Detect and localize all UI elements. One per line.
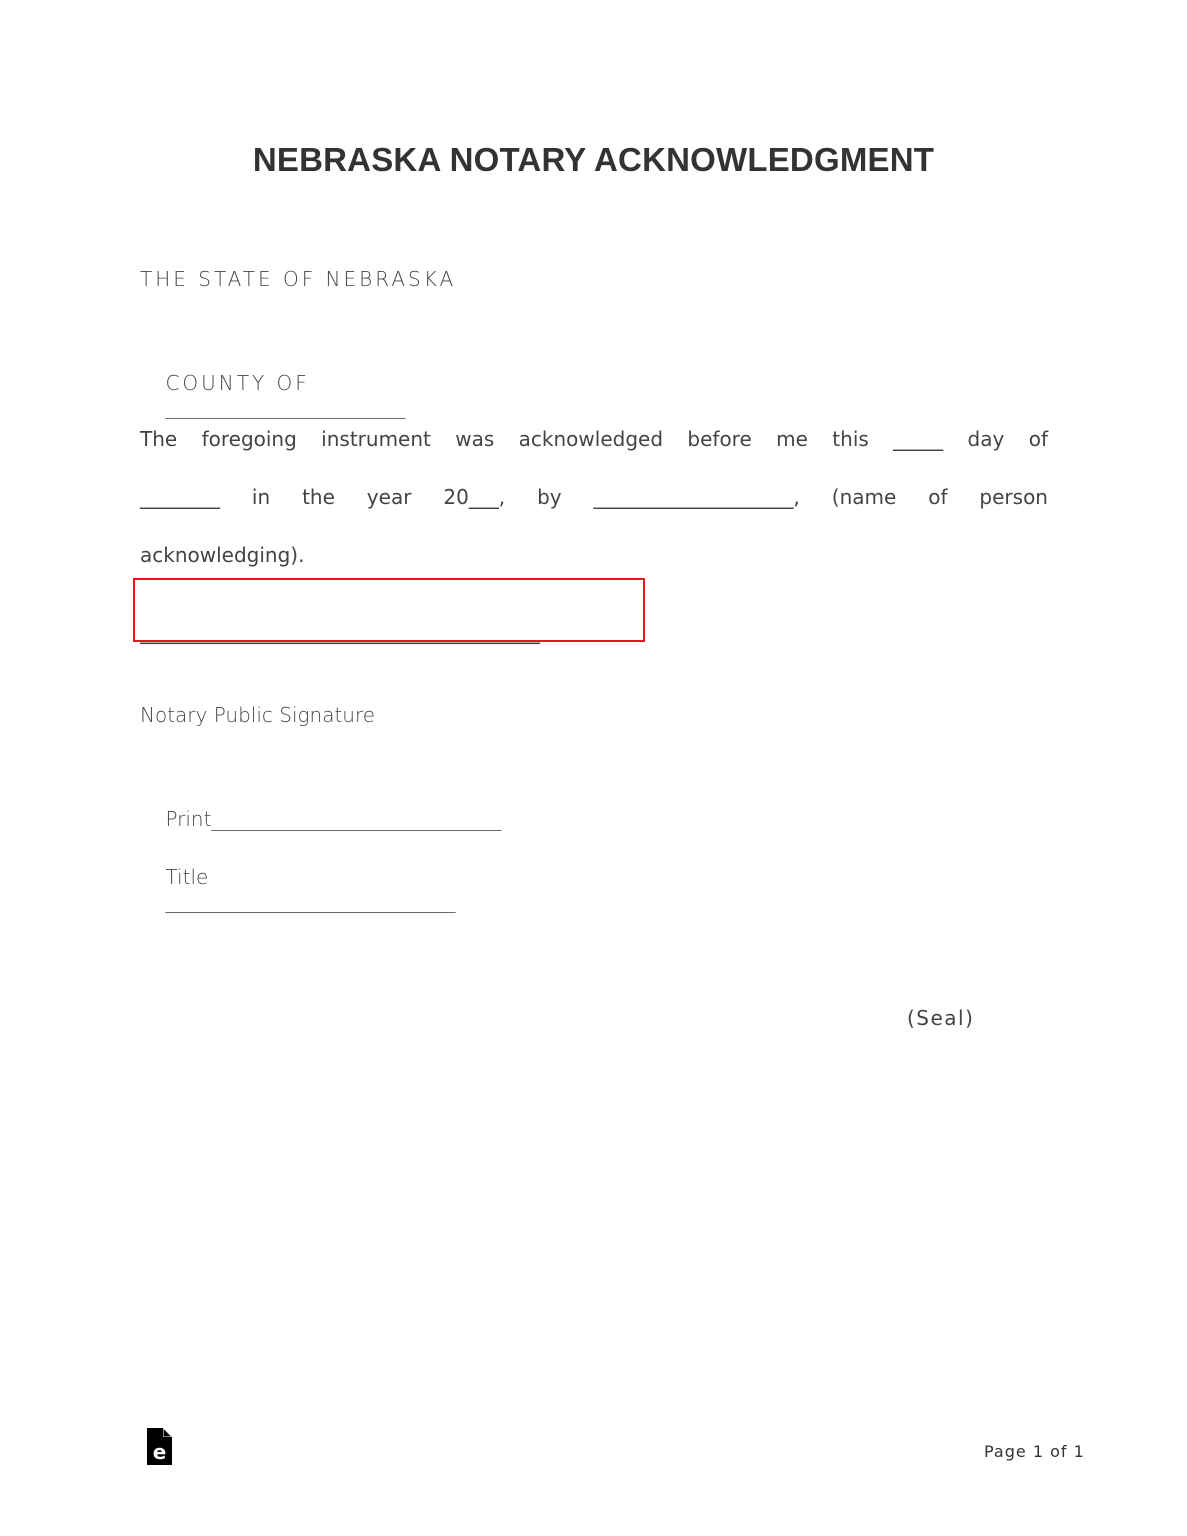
notary-signature-blank[interactable]: ________________________________________: [140, 620, 540, 644]
state-line: THE STATE OF NEBRASKA: [140, 267, 457, 291]
document-title: NEBRASKA NOTARY ACKNOWLEDGMENT: [252, 141, 935, 178]
print-label: Print: [165, 807, 212, 831]
svg-text:e: e: [152, 1440, 167, 1464]
print-blank[interactable]: _____________________________: [211, 807, 502, 831]
acknowledgment-line-2: ________ in the year 20___, by ____________________, (name of person: [140, 485, 1048, 509]
notary-signature-label: Notary Public Signature: [140, 703, 376, 727]
title-blank[interactable]: _____________________________: [165, 889, 456, 913]
signature-highlight-box[interactable]: [133, 578, 645, 642]
page-number: Page 1 of 1: [984, 1442, 1085, 1461]
title-label: Title: [165, 865, 209, 889]
title-line: [140, 841, 455, 937]
acknowledgment-line-3: acknowledging).: [140, 543, 305, 567]
seal-label: (Seal): [907, 1006, 975, 1030]
acknowledgment-line-1: The foregoing instrument was acknowledged before me this _____ day of: [140, 427, 1048, 451]
eforms-document-icon: [147, 1428, 172, 1465]
county-blank[interactable]: ________________________: [165, 395, 406, 419]
county-label: COUNTY OF: [165, 371, 310, 395]
